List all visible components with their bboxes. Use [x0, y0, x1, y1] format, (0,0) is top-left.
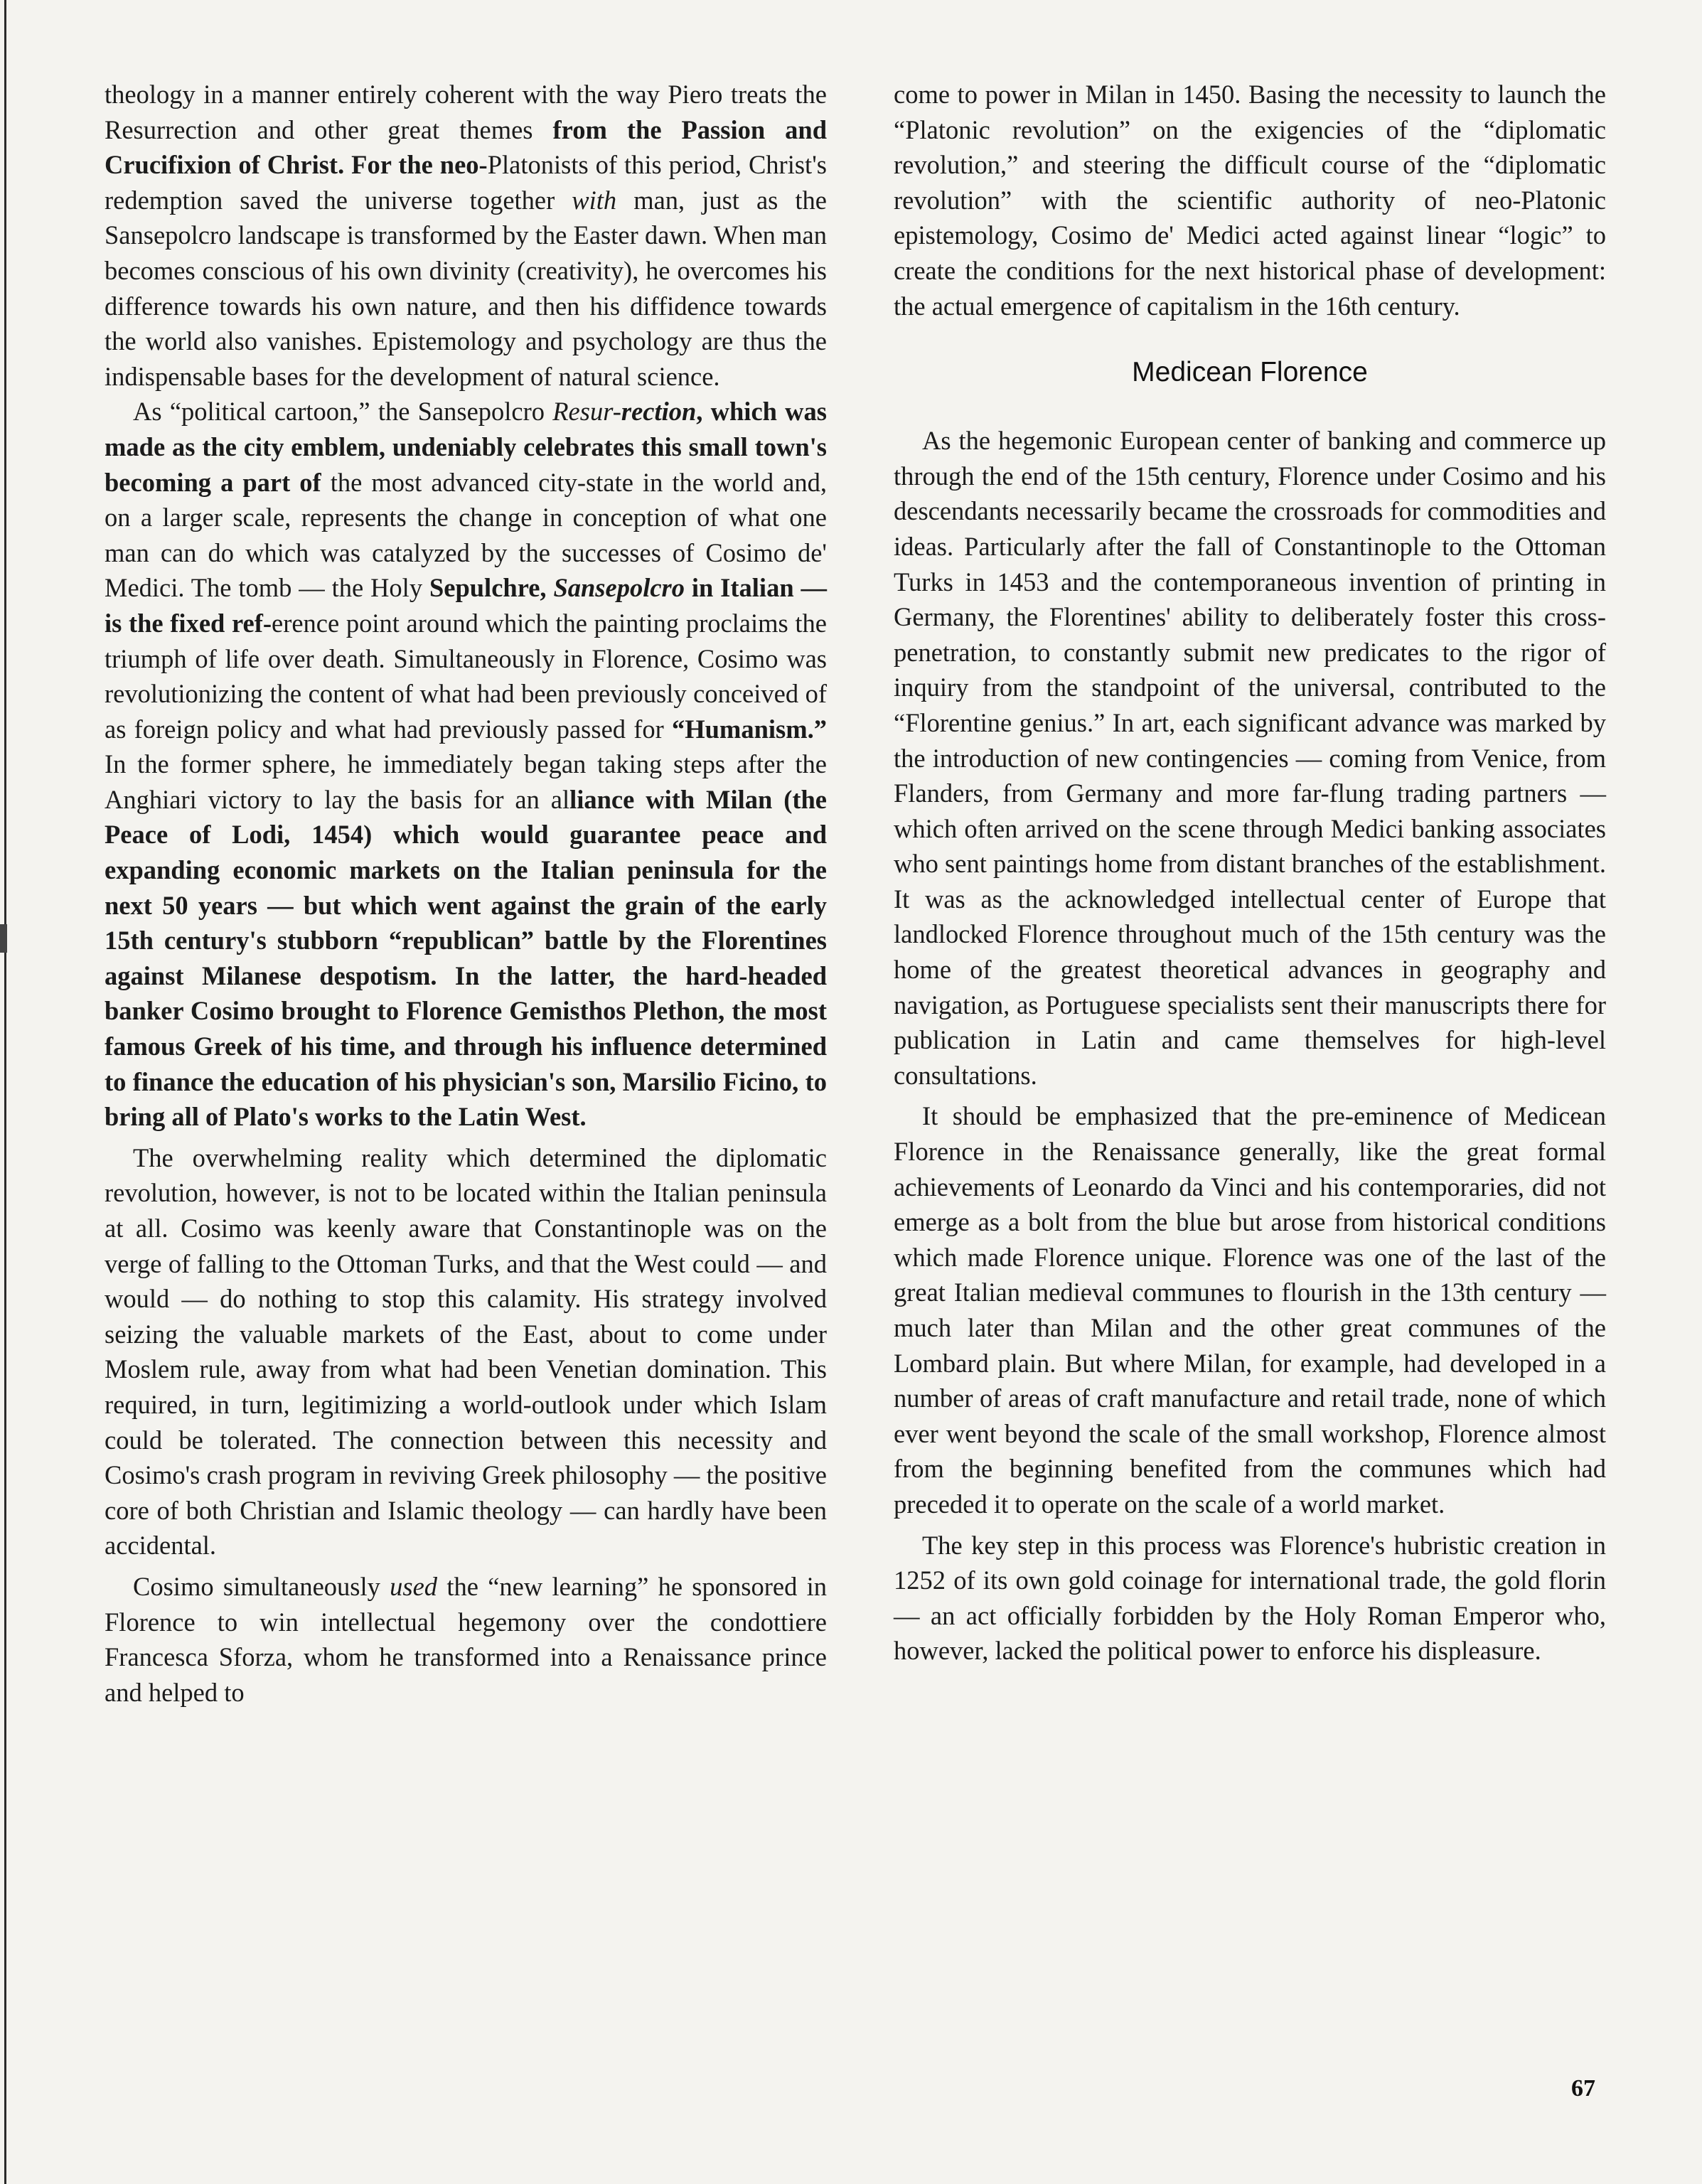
bold-text-run: in Italian — is the fixed ref-	[105, 573, 827, 638]
italic-text-run: Resur-	[552, 397, 621, 427]
text-run: theology in a manner entirely coherent with the way Piero treats the Resurrection and other great themes	[105, 80, 827, 144]
bold-italic-text-run: rection	[621, 397, 697, 427]
right-paragraph-1: come to power in Milan in 1450. Basing the necessity to launch the “Platonic revolution” on the exigencies of the “diplomatic revolution,” and steering the difficult course of the “diplomatic revolution” with the scientific authority of neo-Platonic epistemology, Cosimo de' Medici acted against linear “logic” to create the conditions for the next historical phase of development: the actual emergence of capitalism in the 16th century.	[894, 80, 1606, 321]
right-column	[894, 77, 1606, 1669]
left-paragraph-1	[105, 77, 827, 394]
section-heading: Medicean Florence	[1132, 357, 1368, 388]
text-run: the “new learning” he sponsored in Florence to win intellectual hegemony over the condottiere Francesca Sforza, whom he transformed into a Renaissance prince and helped to	[105, 1571, 827, 1707]
text-run: In the former sphere, he immediately began taking steps after the Anghiari victory to lay the basis for an al	[105, 749, 827, 814]
text-run: Platonists of this period, Christ's redemption saved the universe together	[105, 150, 827, 215]
left-paragraph-3: The overwhelming reality which determined the diplomatic revolution, however, is not to be located within the Italian peninsula at all. Cosimo was keenly aware that Constantinople was on the verge of falling to the Ottoman Turks, and that the West could — and would — do nothing to stop this calamity. His strategy involved seizing the valuable markets of the East, about to come under Moslem rule, away from what had been Venetian domination. This required, in turn, legitimizing a world-outlook under which Islam could be tolerated. The connection between this necessity and Cosimo's crash program in reviving Greek philosophy — the positive core of both Christian and Islamic theology — can hardly have been accidental.	[105, 1142, 827, 1561]
page-edge-tick	[0, 924, 7, 953]
italic-text-run: with	[572, 185, 617, 215]
right-paragraph-3: It should be emphasized that the pre-eminence of Medicean Florence in the Renaissance generally, like the great formal achievements of Leonardo da Vinci and his contemporaries, did not emerge as a bolt from the blue but arose from historical conditions which made Florence unique. Florence was one of the last of the great Italian medieval communes to flourish in the 13th century — much later than Milan and the other great communes of the Lombard plain. But where Milan, for example, had developed in a number of areas of craft manufacture and retail trade, none of which ever went beyond the scale of the small workshop, Florence almost from the beginning benefited from the communes which had preceded it to operate on the scale of a world market.	[894, 1101, 1606, 1519]
text-run: the most advanced city-state in the world and, on a larger scale, represents the change in conception of what one man can do which was catalyzed by the successes of Cosimo de' Medici. The tomb — the Holy	[105, 467, 827, 603]
left-paragraph-4	[105, 1569, 827, 1710]
left-column	[105, 77, 827, 1710]
bold-text-run: Sepulchre,	[429, 573, 554, 603]
right-paragraph-4: The key step in this process was Florence's hubristic creation in 1252 of its own gold coinage for international trade, the gold florin — an act officially forbidden by the Holy Roman Emperor who, however, lacked the political power to enforce his displeasure.	[894, 1530, 1606, 1666]
text-run: erence point around which the painting proclaims the triumph of life over death. Simultaneously in Florence, Cosimo was revolutionizing the content of what had been previously conceived of as foreign policy and what had previously passed for	[105, 608, 827, 744]
page-number: 67	[1571, 2075, 1595, 2102]
text-run: As “political cartoon,” the Sansepolcro	[133, 397, 553, 427]
page-edge-line	[4, 0, 6, 2184]
bold-text-run: “Humanism.”	[671, 714, 827, 744]
bold-text-run: , which was made as the city emblem, undeniably celebrates this small town's becoming a part of	[105, 397, 827, 497]
text-run: Cosimo simultaneously	[133, 1571, 390, 1601]
bold-italic-text-run: Sansepolcro	[553, 573, 685, 603]
bold-text-run: liance with Milan (the Peace of Lodi, 1454) which would guarantee peace and expanding economic markets on the Italian peninsula for the next 50 years — but which went against the grain of the early 15th century's stubborn “republican” battle by the Florentines against Milanese despotism. In the latter, the hard-headed banker Cosimo brought to Florence Gemisthos Plethon, the most famous Greek of his time, and through his influence determined to finance the education of his physician's son, Marsilio Ficino, to bring all of Plato's works to the Latin West.	[105, 784, 828, 1132]
right-paragraph-2: As the hegemonic European center of banking and commerce up through the end of the 15th century, Florence under Cosimo and his descendants necessarily became the crossroads for commodities and ideas. Particularly after the fall of Constantinople to the Ottoman Turks in 1453 and the contemporaneous invention of printing in Germany, the Florentines' ability to deliberately foster this cross-penetration, to constantly submit new predicates to the rigor of inquiry from the standpoint of the universal, contributed to the “Florentine genius.” In art, each significant advance was marked by the introduction of new contingencies — coming from Venice, from Flanders, from Germany and more far-flung trading partners — which often arrived on the scene through Medici banking associates who sent paintings home from distant branches of the establishment. It was as the acknowledged intellectual center of Europe that landlocked Florence throughout much of the 15th century was the home of the greatest theoretical advances in geography and navigation, as Portuguese specialists sent their manuscripts there for publication in Latin and came themselves for high-level consultations.	[894, 426, 1606, 1090]
bold-text-run: from the Passion and Crucifixion of Christ. For the neo-	[105, 114, 828, 180]
text-run: man, just as the Sansepolcro landscape is transformed by the Easter dawn. When man becomes conscious of his own divinity (creativity), he overcomes his difference towards his own nature, and then his diffidence towards the world also vanishes. Epistemology and psychology are thus the indispensable bases for the development of natural science.	[105, 185, 827, 391]
left-paragraph-2	[105, 394, 827, 1134]
italic-text-run: used	[390, 1571, 438, 1601]
